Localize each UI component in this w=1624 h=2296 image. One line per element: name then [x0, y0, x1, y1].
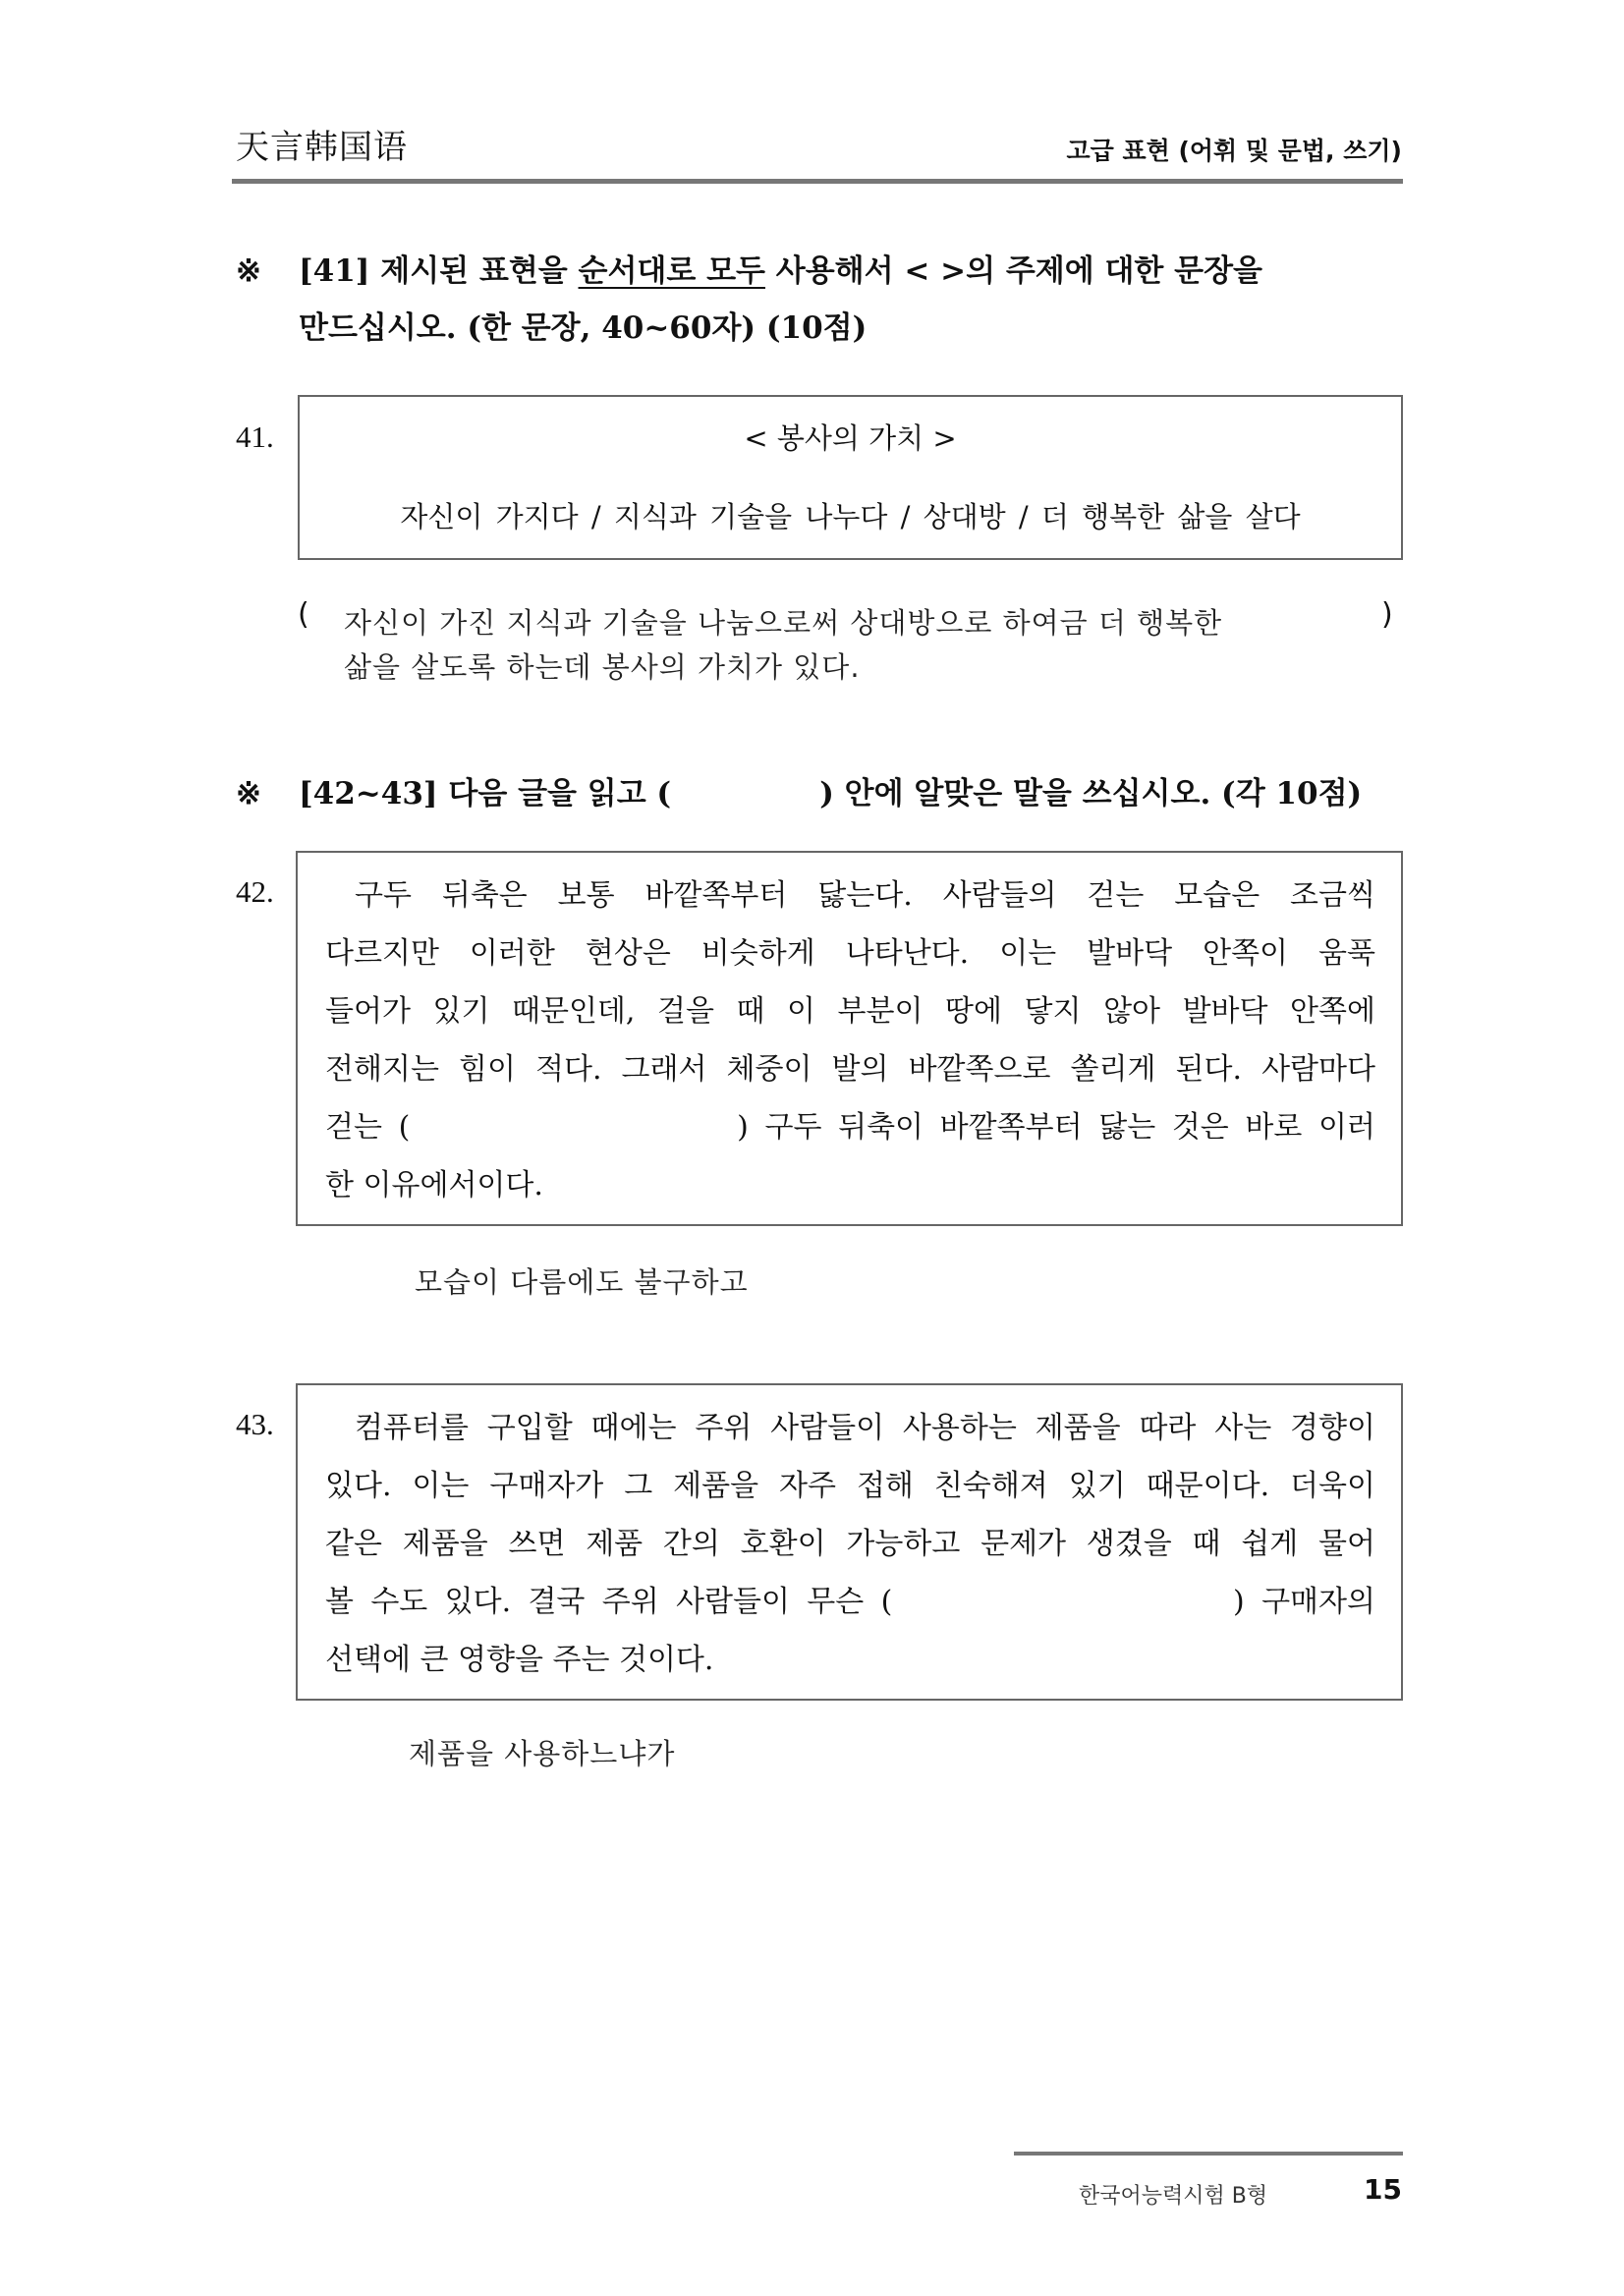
question-42-passage-box	[296, 851, 1403, 1226]
question-43-passage-box	[296, 1383, 1403, 1701]
header-divider	[232, 179, 1403, 184]
question-42-passage	[325, 867, 1375, 1214]
section-42-43-instruction	[236, 765, 1405, 822]
answer-41-line-2: 삶을 살도록 하는데 봉사의 가치가 있다.	[344, 650, 861, 684]
header-brand-title: 天言韩国语	[236, 128, 408, 167]
question-42-number: 42.	[236, 874, 274, 909]
section-41-line-2: 만드십시오. (한 문장, 40~60자) (10점)	[299, 310, 868, 346]
answer-41-line-1: 자신이 가진 지식과 기술을 나눔으로써 상대방으로 하여금 더 행복한	[344, 606, 1223, 640]
question-43-number: 43.	[236, 1407, 274, 1441]
footer-divider	[1014, 2152, 1403, 2156]
question-41-topic: < 봉사의 가치 >	[744, 421, 957, 455]
answer-41	[344, 601, 1366, 690]
reference-mark-icon: ※	[236, 776, 261, 812]
section-41-line-1: [41] 제시된 표현을 순서대로 모두 사용해서 < >의 주제에 대한 문장을	[299, 253, 1263, 289]
answer-41-open-paren: (	[298, 597, 309, 632]
passage-line: 전해지는 힘이 적다. 그래서 체중이 발의 바깥쪽으로 쏠리게 된다. 사람마다	[325, 1052, 1375, 1087]
page-number: 15	[1364, 2173, 1402, 2206]
answer-41-close-paren: )	[1381, 597, 1393, 632]
question-41-expressions: 자신이 가지다 / 지식과 기술을 나누다 / 상대방 / 더 행복한 삶을 살다	[400, 500, 1301, 533]
question-43-passage	[325, 1399, 1375, 1689]
reference-mark-icon: ※	[236, 253, 261, 289]
footer-exam-label: 한국어능력시험 B형	[1079, 2184, 1268, 2209]
passage-line: 들어가 있기 때문인데, 걸을 때 이 부분이 땅에 닿지 않아 발바닥 안쪽에	[325, 994, 1375, 1029]
header-section-title: 고급 표현 (어휘 및 문법, 쓰기)	[1066, 137, 1402, 165]
section-42-43-line-1: [42~43] 다음 글을 읽고 ( ) 안에 알맞은 말을 쓰십시오. (각 10점)	[299, 776, 1363, 812]
passage-line: 있다. 이는 구매자가 그 제품을 자주 접해 친숙해져 있기 때문이다. 더욱이	[325, 1469, 1375, 1503]
answer-43: 제품을 사용하느냐가	[409, 1737, 676, 1770]
passage-line: 컴퓨터를 구입할 때에는 주위 사람들이 사용하는 제품을 따라 사는 경향이	[355, 1411, 1375, 1445]
passage-line: 같은 제품을 쓰면 제품 간의 호환이 가능하고 문제가 생겼을 때 쉽게 물어	[325, 1527, 1375, 1561]
question-41-number: 41.	[236, 420, 274, 454]
question-41-box	[298, 395, 1403, 560]
passage-line: 한 이유에서이다.	[325, 1168, 543, 1203]
passage-line: 선택에 큰 영향을 주는 것이다.	[325, 1643, 714, 1677]
passage-line: 구두 뒤축은 보통 바깥쪽부터 닳는다. 사람들의 걷는 모습은 조금씩	[355, 878, 1375, 913]
answer-42: 모습이 다름에도 불구하고	[415, 1265, 749, 1299]
passage-line-blank: 볼 수도 있다. 결국 주위 사람들이 무슨 ( ) 구매자의	[325, 1585, 1375, 1619]
passage-line-blank: 걷는 ( ) 구두 뒤축이 바깥쪽부터 닳는 것은 바로 이러	[325, 1110, 1375, 1145]
passage-line: 다르지만 이러한 현상은 비슷하게 나타난다. 이는 발바닥 안쪽이 움푹	[325, 936, 1375, 971]
section-41-instruction	[236, 243, 1405, 357]
emphasis-underline: 순서대로 모두	[578, 253, 765, 289]
